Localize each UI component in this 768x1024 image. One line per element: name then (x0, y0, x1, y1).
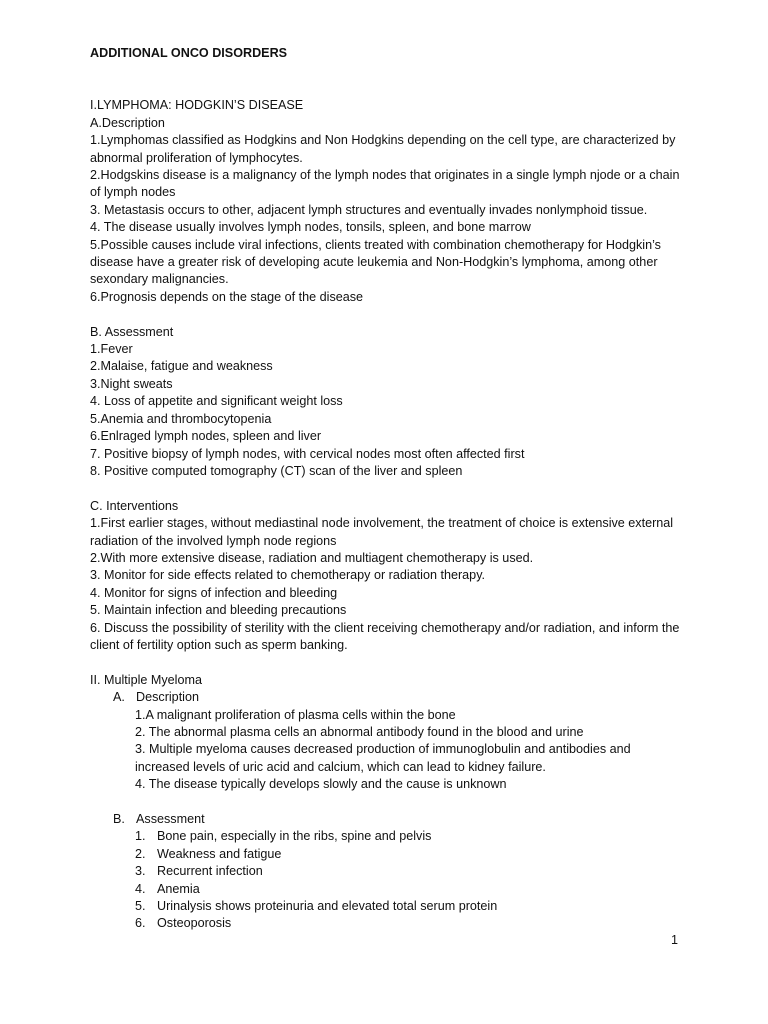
list-item (135, 863, 686, 880)
list-item: 3. Multiple myeloma causes decreased production of immunoglobulin and antibodies and increased levels of uric acid and calcium, which can lead to kidney failure. (135, 742, 631, 774)
section-heading: I.LYMPHOMA: HODGKIN’S DISEASE (90, 98, 304, 113)
list-number: 5. (135, 899, 146, 914)
document-title: ADDITIONAL ONCO DISORDERS (90, 46, 288, 60)
list-number: 6. (135, 916, 146, 931)
spacer (90, 306, 686, 323)
list-item (135, 898, 686, 915)
list-item (135, 881, 686, 898)
list-item: 1.A malignant proliferation of plasma cells within the bone (135, 707, 456, 722)
list-item: 3. Monitor for side effects related to chemotherapy or radiation therapy. (90, 568, 486, 583)
document-body (90, 45, 686, 933)
list-item: 8. Positive computed tomography (CT) scan of the liver and spleen (90, 463, 463, 478)
subsection-heading: C. Interventions (90, 498, 179, 513)
interventions-list (90, 515, 686, 654)
list-item: 6.Enlraged lymph nodes, spleen and liver (90, 429, 322, 444)
description-list (90, 707, 686, 794)
section-myeloma (90, 672, 686, 933)
list-text: Weakness and fatigue (157, 846, 282, 861)
list-number: 3. (135, 864, 146, 879)
subsection-heading: B. Assessment (90, 324, 174, 339)
subsection-heading: Description (136, 690, 199, 705)
list-item: 4. The disease usually involves lymph nodes, tonsils, spleen, and bone marrow (90, 220, 531, 235)
list-marker: A. (113, 690, 125, 705)
list-text: Osteoporosis (157, 916, 232, 931)
list-item: 5.Possible causes include viral infections, clients treated with combination chemotherapy for Hodgkin’s disease have a greater risk of developing acute leukemia and Non-Hodgkin’s lymphoma, among other sexondary malignancies. (90, 237, 661, 287)
list-item: 1.First earlier stages, without mediastinal node involvement, the treatment of choice is extensive external radiation of the involved lymph node regions (90, 516, 674, 548)
list-text: Recurrent infection (157, 864, 263, 879)
list-text: Anemia (157, 881, 200, 896)
subsection-heading-row (90, 689, 686, 706)
spacer (90, 654, 686, 671)
list-text: Bone pain, especially in the ribs, spine and pelvis (157, 829, 432, 844)
assessment-list (90, 341, 686, 480)
list-item: 2.Hodgskins disease is a malignancy of the lymph nodes that originates in a single lymph njode or a chain of lymph nodes (90, 168, 680, 200)
list-item: 7. Positive biopsy of lymph nodes, with cervical nodes most often affected first (90, 446, 525, 461)
list-item: 4. Monitor for signs of infection and bleeding (90, 585, 338, 600)
spacer (90, 480, 686, 497)
list-item: 1.Lymphomas classified as Hodgkins and Non Hodgkins depending on the cell type, are characterized by abnormal proliferation of lymphocytes. (90, 133, 676, 165)
list-item: 2.With more extensive disease, radiation and multiagent chemotherapy is used. (90, 550, 534, 565)
section-hodgkin (90, 97, 686, 654)
subsection-heading: Assessment (136, 812, 205, 826)
list-item: 2. The abnormal plasma cells an abnormal antibody found in the blood and urine (135, 724, 584, 739)
list-item: 5.Anemia and thrombocytopenia (90, 411, 272, 426)
list-number: 4. (135, 881, 146, 896)
list-item: 2.Malaise, fatigue and weakness (90, 359, 273, 374)
subsection-heading-row (90, 811, 686, 828)
list-number: 2. (135, 846, 146, 861)
list-item (135, 828, 686, 845)
list-item: 5. Maintain infection and bleeding precautions (90, 603, 347, 618)
description-list (90, 132, 686, 306)
assessment-list (90, 828, 686, 932)
list-number: 1. (135, 829, 146, 844)
list-item: 3. Metastasis occurs to other, adjacent lymph structures and eventually invades nonlymphoid tissue. (90, 202, 648, 217)
list-item: 6.Prognosis depends on the stage of the disease (90, 289, 364, 304)
section-heading: II. Multiple Myeloma (90, 672, 202, 687)
list-item: 4. The disease typically develops slowly and the cause is unknown (135, 777, 507, 792)
list-item: 1.Fever (90, 342, 133, 357)
list-item: 6. Discuss the possibility of sterility with the client receiving chemotherapy and/or radiation, and inform the client of fertility option such as sperm banking. (90, 620, 680, 652)
list-item: 3.Night sweats (90, 376, 173, 391)
list-item (135, 915, 686, 932)
list-marker: B. (113, 812, 125, 826)
list-item (135, 846, 686, 863)
spacer (90, 794, 686, 811)
list-item: 4. Loss of appetite and significant weight loss (90, 394, 343, 409)
page-number: 1 (670, 933, 678, 947)
list-text: Urinalysis shows proteinuria and elevated total serum protein (157, 899, 498, 914)
subsection-heading: A.Description (90, 115, 165, 130)
